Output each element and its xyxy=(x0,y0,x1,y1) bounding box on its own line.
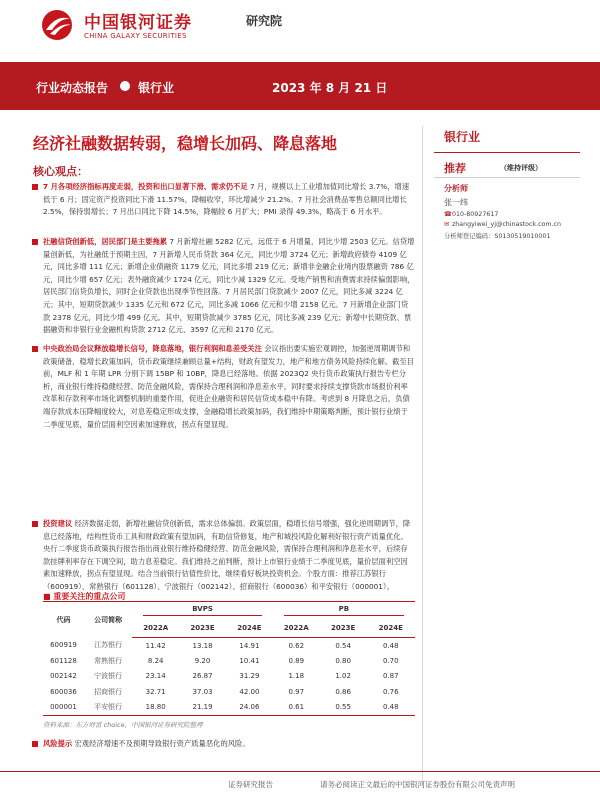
cell-value: 24.06 xyxy=(226,700,273,716)
table-title-text: 重要关注的重点公司 xyxy=(53,592,126,601)
bullet-highlight: 社融信贷创新低，居民部门是主要拖累 xyxy=(43,237,168,246)
cell-value: 32.71 xyxy=(145,687,166,696)
core-view-label: 核心观点： xyxy=(33,165,88,178)
col-header-year: 2022A xyxy=(132,620,179,638)
cell-value: 31.29 xyxy=(239,672,260,681)
sidebar-divider xyxy=(434,152,580,153)
cell-value: 37.03 xyxy=(192,687,213,696)
col-header-year: 2023E xyxy=(320,620,367,638)
phone-icon: ☎ xyxy=(444,211,452,218)
col-header-year: 2024E xyxy=(226,620,273,638)
analyst-name: 张一纬 xyxy=(444,198,468,207)
bullet-highlight: 中央政治局会议释放稳增长信号，降息落地，银行利润和息差受关注 xyxy=(43,344,262,353)
table-row xyxy=(43,638,415,654)
cell-value: 0.97 xyxy=(288,687,305,696)
cell-name: 平安银行 xyxy=(84,700,132,716)
cell-name: 招商银行 xyxy=(94,687,123,696)
col-header-code: 代码 xyxy=(43,602,84,638)
col-group-pb xyxy=(273,602,415,620)
cell-value: 42.00 xyxy=(239,687,260,696)
table-row xyxy=(43,700,415,716)
cell-code: 600036 xyxy=(50,687,77,696)
footer-left: 证券研究报告 xyxy=(228,780,273,789)
brand-name-en: CHINA GALAXY SECURITIES xyxy=(84,32,187,40)
report-date: 2023 年 8 月 21 日 xyxy=(272,81,388,95)
galaxy-logo-icon xyxy=(40,8,76,42)
cell-value: 0.80 xyxy=(335,656,351,665)
bullet-text: 7 月新增社融 5282 亿元，远低于 6 月增量，同比少增 2503 亿元。信贷增量创新低，为社融低于预期主因，7 月新增人民币贷款 364 亿元，同比少增 3724 亿元；新增政府债券 4109 亿元，同比多增 111 亿元；新增企业债融资 1179 亿元，同比多增 219 亿元；新增非金融企业境内股票融资 786 亿元，同比少增 657 亿元；表外融资减少 1724 亿元，同比少减 1329 亿元。受地产销售和消费需求持续偏弱影响，居民部门信贷负增长，同时企业贷款也出现季节性回落。7 月居民部门贷款减少 2007 亿元，同比多减 3224 亿元；其中，短期贷款减少 1335 亿元和 672 亿元，同比多减 1066 亿元和少增 2158 亿元。7 月新增企业部门贷款 2378 亿元，同比少增 499 亿元。其中，短期贷款减少 3785 亿元，同比多减 239 亿元；新增中长期贷款、票据融资和非银行业金融机构贷款 2712 亿元、3597 亿元和 2170 亿元。 xyxy=(43,237,415,335)
analyst-email-value[interactable]: zhangyiwei_yj@chinastock.com.cn xyxy=(452,221,561,228)
report-industry: 银行业 xyxy=(138,81,175,95)
bullet-text: 会议指出要实施宏观调控，加强逆周期调节和政策储备，稳增长政策加码，货币政策继续兼顾总量+结构，财政有望发力，地产和地方债务风险持续化解。截至目前，MLF 和 1 年期 LPR 分别下调 15BP 和 10BP，降息已经落地。依据 2023Q2 央行货币政策执行报告专栏分析，商业银行维持稳健经营、防范金融风险，需保持合理利润和净息差水平，同时要求持续支撑贷款市场报价利率改革和存款利率市场化调整机制的重要作用，促进企业融资和居民信贷成本稳中有降。考虑到 8 月降息之后，负债端存款成本压降幅度较大，对息差稳定形成支撑，金融稳增长政策加码，我们维持中期策略判断，预计银行业绩于二季度见底，量价层面利空因素加速释放，拐点有望显现。 xyxy=(43,344,414,429)
cell-value: 0.62 xyxy=(288,641,305,650)
list-item xyxy=(31,343,415,518)
bullet-text: 7 月，规模以上工业增加值同比增长 3.7%，增速低于 6 月；固定资产投资同比下滑 11.57%，降幅收窄，环比增减少 21.2%。7 月社会消费品零售总额同比增长 2.5%，保持弱增长；7 月出口同比下降 14.5%，降幅较 6 月扩大；PMI 录得 49.3%，略高于 6 月水平。 xyxy=(43,182,410,217)
cell-value: 10.41 xyxy=(239,656,260,665)
analyst-phone-value: 010-80927617 xyxy=(452,211,499,218)
cell-value: 26.87 xyxy=(192,672,213,681)
bullet-square-icon xyxy=(32,741,38,747)
risk-warning xyxy=(31,738,415,750)
cell-value: 18.80 xyxy=(132,700,179,716)
cell-value: 0.76 xyxy=(382,687,399,696)
report-header-bar xyxy=(0,62,600,110)
cell-value: 14.91 xyxy=(239,641,260,650)
cell-value: 0.86 xyxy=(335,687,351,696)
sidebar-divider xyxy=(434,177,580,178)
email-icon: ✉ xyxy=(444,221,450,228)
bullet-square-icon xyxy=(32,184,38,190)
cell-code: 600919 xyxy=(50,641,77,650)
cell-value: 0.55 xyxy=(320,700,367,716)
cell-name: 常熟银行 xyxy=(94,656,123,665)
brand-logo xyxy=(40,4,283,46)
cell-value: 9.20 xyxy=(194,656,211,665)
col-header-year: 2022A xyxy=(273,620,320,638)
cell-name: 宁波银行 xyxy=(94,672,123,681)
report-title: 经济社融数据转弱，稳增长加码、降息落地 xyxy=(33,134,338,153)
brand-institute: 研究院 xyxy=(246,14,283,28)
cell-value: 23.14 xyxy=(145,672,166,681)
brand-name: 中国银河证券 xyxy=(84,13,192,33)
cell-code: 000001 xyxy=(43,700,84,716)
key-companies-table xyxy=(43,601,415,716)
bullet-highlight: 7 月各项经济指标再度走弱，投资和出口显著下滑、需求仍不足 xyxy=(43,182,248,191)
cell-value: 0.70 xyxy=(382,656,399,665)
cell-value: 1.02 xyxy=(335,672,351,681)
sidebar-rating-note: （维持评级） xyxy=(500,164,542,172)
col-group-bvps-label: BVPS xyxy=(143,605,262,616)
col-header-name: 公司简称 xyxy=(84,602,132,638)
table-row xyxy=(43,669,415,685)
cell-value: 0.61 xyxy=(273,700,320,716)
cell-value: 0.54 xyxy=(335,641,351,650)
core-view-list xyxy=(31,181,415,630)
list-item xyxy=(31,181,415,236)
table-row xyxy=(43,653,415,669)
list-item xyxy=(31,236,415,343)
bullet-square-icon xyxy=(32,346,38,352)
cell-value: 0.89 xyxy=(288,656,305,665)
table-source: 资料来源：东方财富 choice，中国银河证券研究院整理 xyxy=(43,721,203,729)
analyst-email xyxy=(444,221,561,228)
footer-disclaimer: 请务必阅读正文最后的中国银河证券股份有限公司免责声明 xyxy=(320,780,515,789)
cell-value: 11.42 xyxy=(145,641,166,650)
col-header-year: 2024E xyxy=(367,620,415,638)
cell-name: 江苏银行 xyxy=(94,641,123,650)
bullet-square-icon xyxy=(32,521,38,527)
col-header-year: 2023E xyxy=(179,620,226,638)
table-title: ■ 重要关注的重点公司 xyxy=(43,592,126,601)
analyst-cert: 分析师登记编码：S0130519010001 xyxy=(444,233,551,240)
cell-code: 601128 xyxy=(50,656,77,665)
analyst-phone xyxy=(444,211,498,218)
sidebar-rating: 推荐 xyxy=(444,162,466,175)
bullet-dot-icon xyxy=(120,81,130,91)
bullet-text: 经济数据走弱，新增社融信贷创新低，需求总体偏弱。政策层面，稳增长信号增强，强化逆周期调节，降息已经落地，结构性货币工具和财政政策有望加码，有助信贷修复，地产和城投风险化解利好银行资产质量优化。央行二季度货币政策执行报告指出商业银行维持稳健经营、防范金融风险，需保持合理利润和净息差水平，后续存款挂牌利率存在下调空间，助力息差稳定。我们维持之前判断，预计上市银行业绩于二季度见底，量价层面利空因素加速释放，拐点有望显现。结合当前银行估值性价比，继续看好板块投资机会。个股方面：推荐江苏银行（600919）、常熟银行（601128）、宁波银行（002142）、招商银行（600036）和平安银行（000001）。 xyxy=(43,519,411,591)
cell-value: 13.18 xyxy=(192,641,213,650)
footer-divider xyxy=(0,771,600,772)
bullet-highlight: 投资建议 xyxy=(43,519,73,528)
cell-value: 0.48 xyxy=(367,700,415,716)
analyst-label: 分析师 xyxy=(444,184,468,193)
column-divider xyxy=(422,126,423,784)
cell-code: 002142 xyxy=(50,672,77,681)
risk-label: 风险提示 xyxy=(43,739,73,748)
cell-value: 1.18 xyxy=(288,672,305,681)
cell-value: 0.48 xyxy=(382,641,399,650)
risk-text: 宏观经济增速不及预期导致银行资产质量恶化的风险。 xyxy=(72,739,250,748)
bullet-square-icon xyxy=(32,239,38,245)
report-type: 行业动态报告 xyxy=(36,81,109,95)
sidebar-industry: 银行业 xyxy=(444,130,481,144)
col-group-bvps xyxy=(132,602,273,620)
cell-value: 0.87 xyxy=(382,672,399,681)
col-group-pb-label: PB xyxy=(284,605,405,616)
cell-value: 21.19 xyxy=(179,700,226,716)
cell-value: 8.24 xyxy=(147,656,164,665)
table-row xyxy=(43,684,415,700)
